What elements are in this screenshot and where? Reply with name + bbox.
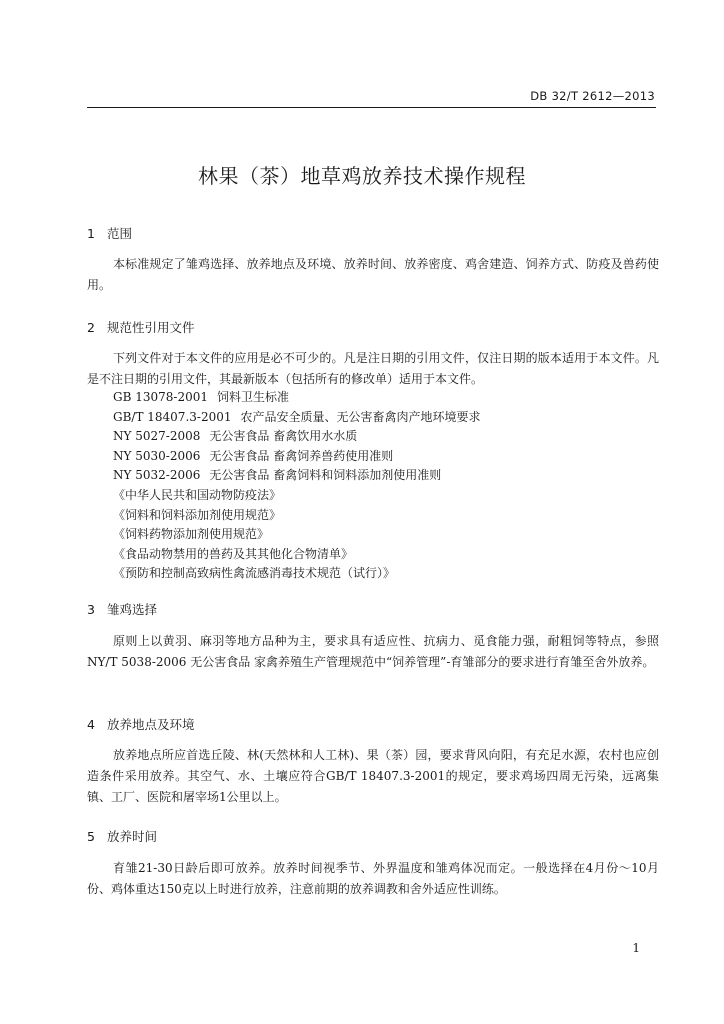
reference-title: 无公害食品 畜禽饲养兽药使用准则: [209, 448, 394, 463]
section-title: 放养时间: [107, 829, 158, 844]
header-rule: [87, 107, 656, 108]
reference-item: [113, 427, 481, 447]
reference-list: [113, 388, 481, 584]
reference-item: [113, 388, 481, 408]
reference-title: 《饲料药物添加剂使用规范》: [113, 527, 270, 542]
section-body: [87, 254, 659, 296]
section-title: 规范性引用文件: [107, 320, 195, 335]
section-heading: [87, 600, 157, 618]
reference-item: [113, 408, 481, 428]
paragraph: 下列文件对于本文件的应用是必不可少的。凡是注日期的引用文件，仅注日期的版本适用于本文件。凡是不注日期的引用文件，其最新版本（包括所有的修改单）适用于本文件。: [87, 351, 659, 386]
reference-code: GB 13078-2001: [113, 390, 208, 404]
document-code: DB 32/T 2612—2013: [530, 89, 655, 103]
reference-title: 《预防和控制高致病性禽流感消毒技术规范（试行）》: [113, 566, 396, 581]
section-heading: [87, 715, 195, 733]
section-number: 4: [87, 717, 95, 732]
reference-item: [113, 545, 481, 565]
section-number: 5: [87, 829, 95, 844]
section-body: [87, 348, 659, 390]
reference-title: 《饲料和饲料添加剂使用规范》: [113, 507, 282, 522]
section-heading: [87, 318, 195, 336]
section-number: 3: [87, 602, 95, 617]
reference-code: NY 5027-2008: [113, 429, 201, 444]
page-number: 1: [632, 941, 640, 955]
reference-title: 饲料卫生标准: [217, 390, 290, 404]
reference-title: 无公害食品 畜禽饮用水水质: [209, 429, 358, 444]
section-title: 雏鸡选择: [107, 602, 158, 617]
reference-item: [113, 486, 481, 506]
reference-item: [113, 447, 481, 467]
paragraph: 本标准规定了雏鸡选择、放养地点及环境、放养时间、放养密度、鸡舍建造、饲养方式、防疫及兽药使用。: [87, 257, 659, 292]
reference-code: NY 5032-2006: [113, 468, 201, 483]
reference-title: 《食品动物禁用的兽药及其其他化合物清单》: [113, 546, 354, 561]
section-number: 1: [87, 226, 95, 241]
section-heading: [87, 224, 132, 242]
reference-item: [113, 564, 481, 584]
reference-item: [113, 525, 481, 545]
reference-title: 《中华人民共和国动物防疫法》: [113, 487, 282, 502]
section-heading: [87, 827, 157, 845]
reference-title: 农产品安全质量、无公害畜禽肉产地环境要求: [240, 409, 481, 424]
paragraph: 放养地点所应首选丘陵、林(天然林和人工林)、果（茶）园，要求背风向阳，有充足水源，农村也应创造条件采用放养。其空气、水、土壤应符合GB/T 18407.3-2001的规定，要求鸡场四周无污染，远离集镇、工厂、医院和屠宰场1公里以上。: [87, 748, 659, 804]
section-body: [87, 745, 659, 808]
paragraph: 育雏21-30日龄后即可放养。放养时间视季节、外界温度和雏鸡体况而定。一般选择在4月份～10月份、鸡体重达150克以上时进行放养，注意前期的放养调教和舍外适应性训练。: [87, 861, 659, 896]
reference-item: [113, 506, 481, 526]
paragraph: 原则上以黄羽、麻羽等地方品种为主，要求具有适应性、抗病力、觅食能力强，耐粗饲等特点，参照NY/T 5038-2006 无公害食品 家禽养殖生产管理规范中“饲养管理”-育雏部分的要求进行育雏至舍外放养。: [87, 634, 659, 669]
section-body: [87, 858, 659, 900]
reference-code: NY 5030-2006: [113, 448, 201, 463]
section-title: 放养地点及环境: [107, 717, 195, 732]
reference-title: 无公害食品 畜禽饲料和饲料添加剂使用准则: [209, 468, 442, 483]
section-body: [87, 631, 659, 673]
document-title: 林果（茶）地草鸡放养技术操作规程: [198, 164, 526, 188]
section-number: 2: [87, 320, 95, 335]
reference-code: GB/T 18407.3-2001: [113, 409, 232, 424]
reference-item: [113, 466, 481, 486]
section-title: 范围: [107, 226, 133, 241]
